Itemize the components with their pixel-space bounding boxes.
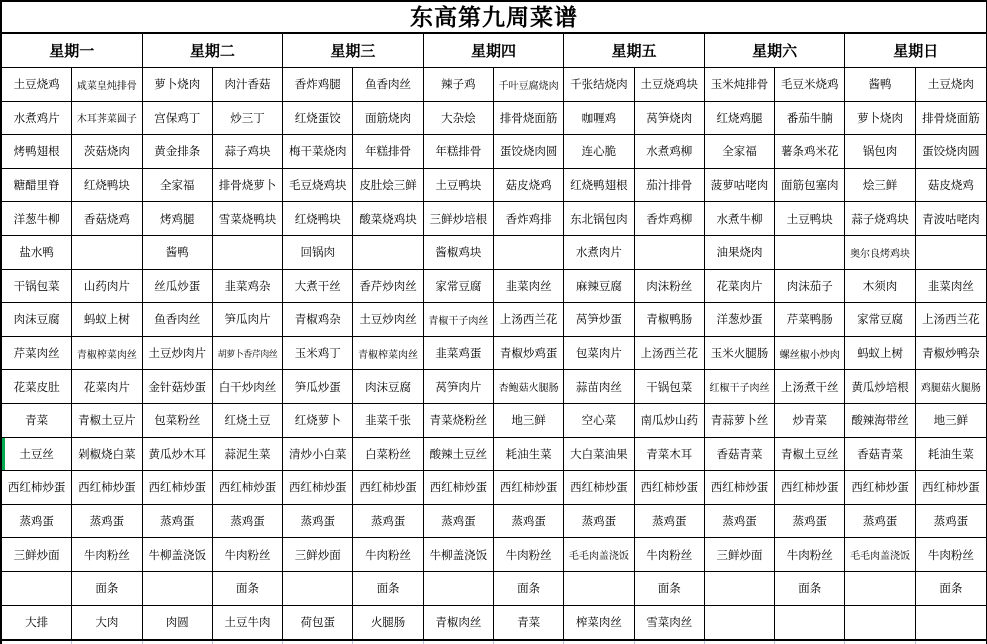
menu-cell[interactable]: 肉汁香菇 [213, 68, 283, 102]
menu-cell[interactable]: 红椒干子肉丝 [705, 370, 775, 404]
menu-cell[interactable]: 蒸鸡蛋 [494, 505, 564, 539]
menu-cell[interactable]: 茨菇烧肉 [72, 135, 142, 169]
menu-cell[interactable]: 青菜木耳 [635, 438, 705, 472]
menu-cell[interactable]: 包菜粉丝 [143, 404, 213, 438]
menu-cell[interactable]: 面条 [775, 572, 845, 606]
menu-cell[interactable]: 香炸鸡腿 [283, 68, 353, 102]
menu-cell[interactable]: 牛肉粉丝 [775, 538, 845, 572]
menu-cell[interactable]: 蚂蚁上树 [72, 303, 142, 337]
menu-cell[interactable]: 皮肚烩三鲜 [353, 169, 423, 203]
menu-cell[interactable]: 大排 [2, 606, 72, 640]
menu-cell[interactable]: 蒸鸡蛋 [143, 505, 213, 539]
menu-cell[interactable] [2, 572, 72, 606]
menu-cell[interactable]: 三鲜炒培根 [424, 202, 494, 236]
day-header[interactable]: 星期四 [424, 34, 565, 68]
menu-cell[interactable]: 酸辣土豆丝 [424, 438, 494, 472]
menu-cell[interactable]: 水煮肉片 [564, 236, 634, 270]
menu-cell[interactable]: 金针菇炒蛋 [143, 370, 213, 404]
menu-cell[interactable]: 土豆鸭块 [424, 169, 494, 203]
menu-cell[interactable]: 黄瓜炒木耳 [143, 438, 213, 472]
menu-cell[interactable]: 水煮鸡柳 [635, 135, 705, 169]
menu-cell[interactable]: 肉圆 [143, 606, 213, 640]
menu-cell[interactable]: 雪菜肉丝 [635, 606, 705, 640]
menu-cell[interactable] [72, 236, 142, 270]
menu-cell[interactable]: 西红柿炒蛋 [635, 471, 705, 505]
title-row [2, 2, 986, 32]
menu-cell[interactable]: 牛柳盖浇饭 [143, 538, 213, 572]
menu-cell[interactable]: 奥尔良烤鸡块 [845, 236, 915, 270]
menu-cell[interactable]: 荷包蛋 [283, 606, 353, 640]
menu-cell[interactable]: 耗油生菜 [916, 438, 986, 472]
menu-cell[interactable]: 上汤西兰花 [494, 303, 564, 337]
menu-cell[interactable]: 水煮牛柳 [705, 202, 775, 236]
menu-cell[interactable]: 盐水鸭 [2, 236, 72, 270]
menu-cell[interactable]: 排骨烧面筋 [494, 102, 564, 136]
menu-cell[interactable]: 蚂蚁上树 [845, 337, 915, 371]
menu-cell[interactable]: 薯条鸡米花 [775, 135, 845, 169]
menu-cell[interactable] [775, 236, 845, 270]
page-title: 东高第九周菜谱 [410, 4, 578, 30]
menu-cell[interactable]: 莴笋炒蛋 [564, 303, 634, 337]
menu-cell[interactable]: 山药肉片 [72, 270, 142, 304]
menu-cell[interactable]: 西红柿炒蛋 [2, 471, 72, 505]
menu-cell[interactable]: 鸡腿菇火腿肠 [916, 370, 986, 404]
menu-cell[interactable]: 大肉 [72, 606, 142, 640]
menu-cell[interactable]: 青椒炒鸭杂 [916, 337, 986, 371]
menu-cell[interactable]: 螺丝椒小炒肉 [775, 337, 845, 371]
menu-cell[interactable]: 面筋烧肉 [353, 102, 423, 136]
menu-cell[interactable]: 玉米火腿肠 [705, 337, 775, 371]
menu-cell[interactable]: 番茄牛腩 [775, 102, 845, 136]
menu-cell[interactable] [213, 236, 283, 270]
menu-cell[interactable]: 面条 [916, 572, 986, 606]
menu-cell[interactable]: 丝瓜炒蛋 [143, 270, 213, 304]
menu-cell[interactable]: 玉米炖排骨 [705, 68, 775, 102]
menu-cell[interactable]: 剁椒烧白菜 [72, 438, 142, 472]
menu-cell[interactable]: 南瓜炒山药 [635, 404, 705, 438]
menu-cell[interactable]: 牛肉粉丝 [916, 538, 986, 572]
menu-cell[interactable]: 西红柿炒蛋 [283, 471, 353, 505]
menu-cell[interactable]: 大煮干丝 [283, 270, 353, 304]
menu-cell[interactable]: 烤鸡腿 [143, 202, 213, 236]
menu-cell[interactable]: 三鲜炒面 [283, 538, 353, 572]
day-header[interactable]: 星期五 [564, 34, 705, 68]
day-header[interactable]: 星期日 [845, 34, 986, 68]
menu-cell[interactable]: 酱鸭 [845, 68, 915, 102]
menu-cell[interactable]: 青椒干子肉丝 [424, 303, 494, 337]
menu-cell[interactable]: 青椒榨菜肉丝 [72, 337, 142, 371]
menu-cell[interactable]: 炒三丁 [213, 102, 283, 136]
menu-cell[interactable]: 宫保鸡丁 [143, 102, 213, 136]
menu-cell[interactable]: 青椒鸭肠 [635, 303, 705, 337]
menu-cell[interactable]: 红烧鸭翅根 [564, 169, 634, 203]
menu-cell[interactable]: 毛毛肉盖浇饭 [564, 538, 634, 572]
menu-cell[interactable]: 肉沫豆腐 [353, 370, 423, 404]
day-header[interactable]: 星期二 [143, 34, 284, 68]
menu-cell[interactable]: 青椒炒鸡蛋 [494, 337, 564, 371]
menu-cell[interactable]: 菠萝咕咾肉 [705, 169, 775, 203]
menu-cell[interactable]: 土豆鸭块 [775, 202, 845, 236]
menu-cell[interactable]: 木耳荠菜圆子 [72, 102, 142, 136]
menu-cell[interactable]: 青波咕咾肉 [916, 202, 986, 236]
menu-cell[interactable]: 排骨烧萝卜 [213, 169, 283, 203]
menu-cell[interactable]: 耗油生菜 [494, 438, 564, 472]
menu-cell[interactable]: 青蒜萝卜丝 [705, 404, 775, 438]
menu-cell[interactable]: 蒸鸡蛋 [353, 505, 423, 539]
menu-cell[interactable]: 洋葱牛柳 [2, 202, 72, 236]
menu-cell[interactable]: 青椒榨菜肉丝 [353, 337, 423, 371]
menu-cell[interactable]: 毛毛肉盖浇饭 [845, 538, 915, 572]
menu-cell[interactable]: 西红柿炒蛋 [845, 471, 915, 505]
menu-cell[interactable]: 莴笋烧肉 [635, 102, 705, 136]
menu-cell[interactable] [635, 236, 705, 270]
menu-cell[interactable]: 萝卜烧肉 [143, 68, 213, 102]
menu-cell[interactable]: 青椒土豆丝 [775, 438, 845, 472]
menu-cell[interactable] [705, 572, 775, 606]
menu-cell[interactable]: 茄汁排骨 [635, 169, 705, 203]
menu-cell[interactable]: 韭菜鸡蛋 [424, 337, 494, 371]
menu-cell[interactable]: 土豆炒肉丝 [353, 303, 423, 337]
menu-cell[interactable] [845, 606, 915, 640]
menu-cell[interactable]: 杏鲍菇火腿肠 [494, 370, 564, 404]
menu-cell[interactable]: 韭菜肉丝 [494, 270, 564, 304]
menu-cell[interactable]: 面条 [494, 572, 564, 606]
menu-cell[interactable]: 西红柿炒蛋 [424, 471, 494, 505]
menu-cell[interactable]: 毛豆米烧鸡 [775, 68, 845, 102]
menu-cell[interactable] [775, 606, 845, 640]
menu-cell[interactable]: 芹菜鸭肠 [775, 303, 845, 337]
menu-cell[interactable] [283, 572, 353, 606]
menu-cell[interactable]: 炒青菜 [775, 404, 845, 438]
menu-cell[interactable]: 辣子鸡 [424, 68, 494, 102]
day-header[interactable]: 星期六 [705, 34, 846, 68]
menu-cell[interactable]: 黄金排条 [143, 135, 213, 169]
menu-cell[interactable]: 大白菜油果 [564, 438, 634, 472]
menu-cell[interactable]: 西红柿炒蛋 [564, 471, 634, 505]
menu-cell[interactable] [494, 236, 564, 270]
menu-cell[interactable]: 牛肉粉丝 [213, 538, 283, 572]
menu-cell[interactable]: 韭菜肉丝 [916, 270, 986, 304]
menu-grid [2, 32, 986, 641]
menu-cell[interactable]: 笋瓜炒蛋 [283, 370, 353, 404]
menu-cell[interactable]: 蒸鸡蛋 [564, 505, 634, 539]
menu-cell[interactable]: 全家福 [705, 135, 775, 169]
menu-cell[interactable]: 年糕排骨 [353, 135, 423, 169]
menu-cell[interactable]: 三鲜炒面 [2, 538, 72, 572]
menu-cell[interactable]: 青椒土豆片 [72, 404, 142, 438]
menu-cell[interactable] [916, 606, 986, 640]
menu-cell[interactable] [916, 236, 986, 270]
menu-cell[interactable]: 肉沫豆腐 [2, 303, 72, 337]
menu-cell[interactable]: 牛柳盖浇饭 [424, 538, 494, 572]
menu-cell[interactable]: 大杂烩 [424, 102, 494, 136]
menu-cell[interactable]: 蒸鸡蛋 [845, 505, 915, 539]
menu-cell[interactable]: 青菜 [494, 606, 564, 640]
menu-cell[interactable]: 家常豆腐 [424, 270, 494, 304]
menu-cell[interactable] [424, 572, 494, 606]
menu-cell[interactable]: 西红柿炒蛋 [72, 471, 142, 505]
menu-cell[interactable]: 回锅肉 [283, 236, 353, 270]
menu-cell[interactable]: 红烧鸡腿 [705, 102, 775, 136]
menu-cell[interactable]: 咖喱鸡 [564, 102, 634, 136]
menu-cell[interactable]: 香菇烧鸡 [72, 202, 142, 236]
menu-cell[interactable]: 白干炒肉丝 [213, 370, 283, 404]
menu-cell[interactable]: 青椒肉丝 [424, 606, 494, 640]
menu-cell[interactable]: 面条 [353, 572, 423, 606]
menu-cell[interactable]: 蒸鸡蛋 [635, 505, 705, 539]
menu-cell[interactable]: 韭菜鸡杂 [213, 270, 283, 304]
menu-cell[interactable]: 全家福 [143, 169, 213, 203]
menu-cell[interactable]: 清炒小白菜 [283, 438, 353, 472]
menu-cell[interactable]: 三鲜炒面 [705, 538, 775, 572]
menu-cell[interactable]: 香炸鸡排 [494, 202, 564, 236]
menu-cell[interactable]: 蛋饺烧肉圆 [916, 135, 986, 169]
menu-cell[interactable]: 地三鲜 [916, 404, 986, 438]
menu-cell[interactable]: 香炸鸡柳 [635, 202, 705, 236]
menu-cell[interactable]: 红烧鸭块 [72, 169, 142, 203]
menu-cell[interactable]: 排骨烧面筋 [916, 102, 986, 136]
menu-cell[interactable]: 玉米鸡丁 [283, 337, 353, 371]
menu-cell[interactable]: 空心菜 [564, 404, 634, 438]
menu-cell[interactable]: 白菜粉丝 [353, 438, 423, 472]
menu-cell[interactable]: 鱼香肉丝 [353, 68, 423, 102]
menu-cell[interactable]: 蒸鸡蛋 [2, 505, 72, 539]
menu-cell[interactable]: 黄瓜炒培根 [845, 370, 915, 404]
menu-cell[interactable]: 蒸鸡蛋 [916, 505, 986, 539]
menu-cell[interactable]: 牛肉粉丝 [72, 538, 142, 572]
menu-cell[interactable]: 木须肉 [845, 270, 915, 304]
menu-cell[interactable]: 千张结烧肉 [564, 68, 634, 102]
menu-cell[interactable]: 干锅包菜 [2, 270, 72, 304]
menu-cell[interactable]: 蒜苗肉丝 [564, 370, 634, 404]
menu-cell[interactable] [705, 606, 775, 640]
menu-cell[interactable]: 牛肉粉丝 [635, 538, 705, 572]
menu-cell[interactable]: 酱椒鸡块 [424, 236, 494, 270]
menu-cell[interactable]: 萝卜烧肉 [845, 102, 915, 136]
menu-cell[interactable]: 麻辣豆腐 [564, 270, 634, 304]
menu-cell[interactable]: 酱鸭 [143, 236, 213, 270]
menu-cell[interactable]: 火腿肠 [353, 606, 423, 640]
menu-cell[interactable]: 烤鸭翅根 [2, 135, 72, 169]
menu-cell[interactable]: 红烧蛋饺 [283, 102, 353, 136]
menu-cell[interactable]: 包菜肉片 [564, 337, 634, 371]
menu-cell[interactable]: 蒸鸡蛋 [775, 505, 845, 539]
menu-cell[interactable]: 蒜泥生菜 [213, 438, 283, 472]
menu-cell[interactable]: 肉沫茄子 [775, 270, 845, 304]
menu-cell[interactable]: 花菜肉片 [72, 370, 142, 404]
menu-cell[interactable]: 青菜烧粉丝 [424, 404, 494, 438]
menu-cell[interactable]: 香菇青菜 [705, 438, 775, 472]
menu-cell[interactable]: 红烧萝卜 [283, 404, 353, 438]
menu-cell[interactable]: 胡萝卜香芹肉丝 [213, 337, 283, 371]
menu-cell[interactable]: 水煮鸡片 [2, 102, 72, 136]
menu-cell[interactable]: 毛豆烧鸡块 [283, 169, 353, 203]
menu-cell[interactable]: 年糕排骨 [424, 135, 494, 169]
menu-cell[interactable]: 蛋饺烧肉圆 [494, 135, 564, 169]
menu-cell[interactable]: 菇皮烧鸡 [916, 169, 986, 203]
menu-cell[interactable]: 牛肉粉丝 [494, 538, 564, 572]
menu-cell[interactable]: 糖醋里脊 [2, 169, 72, 203]
menu-cell[interactable]: 蒸鸡蛋 [705, 505, 775, 539]
menu-cell[interactable]: 土豆烧肉 [916, 68, 986, 102]
menu-cell[interactable]: 西红柿炒蛋 [353, 471, 423, 505]
day-header[interactable]: 星期一 [2, 34, 143, 68]
menu-cell[interactable]: 肉沫粉丝 [635, 270, 705, 304]
menu-cell[interactable]: 连心脆 [564, 135, 634, 169]
menu-cell[interactable] [143, 572, 213, 606]
menu-cell[interactable]: 蒸鸡蛋 [72, 505, 142, 539]
menu-cell[interactable] [845, 572, 915, 606]
menu-cell[interactable]: 蒸鸡蛋 [213, 505, 283, 539]
menu-cell[interactable]: 烩三鲜 [845, 169, 915, 203]
menu-cell[interactable]: 菇皮烧鸡 [494, 169, 564, 203]
menu-cell[interactable]: 蒸鸡蛋 [424, 505, 494, 539]
menu-cell[interactable]: 上汤西兰花 [916, 303, 986, 337]
menu-cell[interactable] [564, 572, 634, 606]
menu-cell[interactable]: 千叶豆腐烧肉 [494, 68, 564, 102]
menu-cell[interactable]: 雪菜烧鸭块 [213, 202, 283, 236]
menu-cell[interactable]: 西红柿炒蛋 [775, 471, 845, 505]
menu-cell[interactable]: 牛肉粉丝 [353, 538, 423, 572]
menu-cell[interactable]: 西红柿炒蛋 [916, 471, 986, 505]
menu-cell[interactable]: 酸辣海带丝 [845, 404, 915, 438]
menu-cell[interactable]: 面条 [72, 572, 142, 606]
menu-cell[interactable]: 笋瓜肉片 [213, 303, 283, 337]
menu-cell[interactable]: 干锅包菜 [635, 370, 705, 404]
menu-cell[interactable]: 洋葱炒蛋 [705, 303, 775, 337]
menu-cell[interactable]: 上汤西兰花 [635, 337, 705, 371]
menu-cell[interactable]: 面条 [635, 572, 705, 606]
menu-cell[interactable]: 油果烧肉 [705, 236, 775, 270]
menu-cell[interactable]: 西红柿炒蛋 [705, 471, 775, 505]
menu-cell[interactable]: 西红柿炒蛋 [494, 471, 564, 505]
menu-cell[interactable] [353, 236, 423, 270]
menu-cell[interactable]: 梅干菜烧肉 [283, 135, 353, 169]
menu-cell[interactable]: 锅包肉 [845, 135, 915, 169]
menu-cell[interactable]: 咸菜皇炖排骨 [72, 68, 142, 102]
menu-cell[interactable]: 土豆牛肉 [213, 606, 283, 640]
menu-cell[interactable]: 土豆烧鸡块 [635, 68, 705, 102]
menu-cell[interactable]: 西红柿炒蛋 [213, 471, 283, 505]
menu-cell[interactable]: 花菜肉片 [705, 270, 775, 304]
menu-cell[interactable]: 土豆烧鸡 [2, 68, 72, 102]
menu-cell[interactable]: 面条 [213, 572, 283, 606]
menu-cell[interactable]: 蒜子鸡块 [213, 135, 283, 169]
menu-cell[interactable]: 榨菜肉丝 [564, 606, 634, 640]
menu-cell[interactable]: 西红柿炒蛋 [143, 471, 213, 505]
menu-cell[interactable]: 莴笋肉片 [424, 370, 494, 404]
menu-cell[interactable]: 土豆炒肉片 [143, 337, 213, 371]
menu-cell[interactable]: 蒜子烧鸡块 [845, 202, 915, 236]
menu-cell[interactable]: 东北锅包肉 [564, 202, 634, 236]
menu-cell[interactable]: 芹菜肉丝 [2, 337, 72, 371]
menu-cell[interactable]: 家常豆腐 [845, 303, 915, 337]
menu-cell[interactable]: 香芹炒肉丝 [353, 270, 423, 304]
menu-cell[interactable]: 上汤煮干丝 [775, 370, 845, 404]
menu-cell[interactable]: 红烧土豆 [213, 404, 283, 438]
menu-cell[interactable]: 地三鲜 [494, 404, 564, 438]
menu-cell[interactable]: 蒸鸡蛋 [283, 505, 353, 539]
day-header[interactable]: 星期三 [283, 34, 424, 68]
menu-cell[interactable]: 香菇青菜 [845, 438, 915, 472]
menu-cell[interactable]: 花菜皮肚 [2, 370, 72, 404]
menu-cell[interactable]: 面筋包塞肉 [775, 169, 845, 203]
menu-cell[interactable]: 红烧鸭块 [283, 202, 353, 236]
menu-cell[interactable]: 青菜 [2, 404, 72, 438]
menu-cell[interactable]: 土豆丝 [2, 438, 72, 472]
menu-cell[interactable]: 酸菜烧鸡块 [353, 202, 423, 236]
menu-cell[interactable]: 鱼香肉丝 [143, 303, 213, 337]
menu-cell[interactable]: 青椒鸡杂 [283, 303, 353, 337]
menu-cell[interactable]: 韭菜千张 [353, 404, 423, 438]
